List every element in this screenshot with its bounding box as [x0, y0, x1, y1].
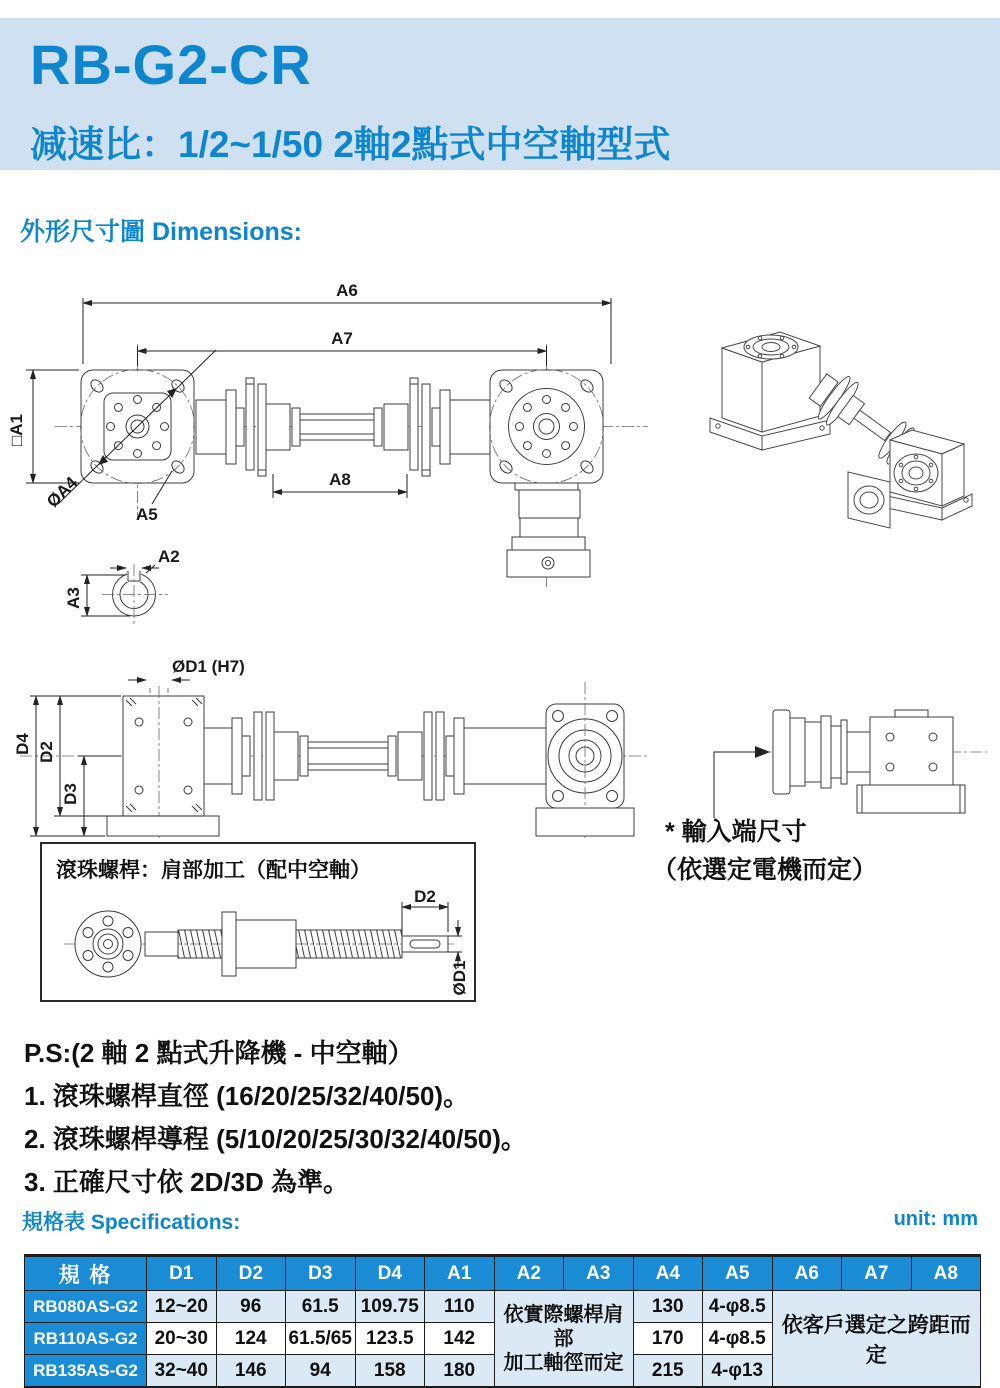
cell-a1: 142: [425, 1323, 495, 1355]
col-header-a8: A8: [911, 1256, 981, 1291]
ps-heading: P.S:(2 軸 2 點式升降機 - 中空軸）: [24, 1038, 414, 1068]
dim-label-a7: A7: [331, 329, 353, 348]
col-header-a6: A6: [772, 1256, 842, 1291]
ballscrew-box-title: 滾珠螺桿：肩部加工（配中空軸）: [56, 859, 371, 882]
dim-label-a3: A3: [64, 587, 83, 609]
ballscrew-box: [40, 842, 476, 1002]
dim-label-a4: ØA4: [43, 473, 82, 512]
model-cell: RB110AS-G2: [25, 1323, 147, 1355]
page-subtitle: 减速比：1/2~1/50 2軸2點式中空軸型式: [30, 124, 671, 165]
table-row: [25, 1291, 981, 1323]
col-header-d2: D2: [216, 1256, 286, 1291]
dim-label-a2: A2: [158, 547, 180, 566]
cell-a1: 180: [425, 1355, 495, 1388]
isometric-3d-render: [680, 290, 990, 535]
cell-d2: 96: [216, 1291, 286, 1323]
spec-table: [24, 1254, 981, 1388]
col-header-d1: D1: [147, 1256, 217, 1291]
cell-a5: 4-φ8.5: [703, 1291, 773, 1323]
cell-a1: 110: [425, 1291, 495, 1323]
input-dimension-note-line2: （依選定電機而定）: [652, 856, 878, 884]
spec-header-row: [25, 1256, 981, 1291]
ps-item-3: 3. 正確尺寸依 2D/3D 為準。: [24, 1167, 350, 1197]
merged-a2a3-line1: 依實際螺桿肩部: [503, 1303, 624, 1350]
dim-label-a5: A5: [136, 505, 158, 524]
col-header-a4: A4: [633, 1256, 703, 1291]
col-header-a2: A2: [494, 1256, 564, 1291]
spec-section-label: 規格表 Specifications:: [22, 1211, 241, 1234]
merged-a2a3-line2: 加工軸徑而定: [503, 1351, 624, 1374]
merged-cell-a2-a3: [494, 1291, 633, 1388]
model-cell: RB080AS-G2: [25, 1291, 147, 1323]
ballscrew-drawing: [50, 887, 469, 996]
col-header-d3: D3: [286, 1256, 356, 1291]
col-header-a5: A5: [703, 1256, 773, 1291]
cell-d2: 124: [216, 1323, 286, 1355]
side-dimension-drawing: [0, 648, 670, 843]
col-header-a7: A7: [842, 1256, 912, 1291]
cell-a5: 4-φ8.5: [703, 1323, 773, 1355]
cell-d1: 20~30: [147, 1323, 217, 1355]
col-header-a3: A3: [564, 1256, 634, 1291]
model-cell: RB135AS-G2: [25, 1355, 147, 1388]
dim-label-a8: A8: [329, 470, 351, 489]
dimensions-section-label: 外形尺寸圖 Dimensions:: [20, 218, 302, 246]
col-header-model: 規 格: [25, 1256, 147, 1291]
cell-a5: 4-φ13: [703, 1355, 773, 1388]
cell-a4: 130: [633, 1291, 703, 1323]
dim-label-d1h7: ØD1 (H7): [172, 657, 245, 676]
input-dimension-note-line1: * 輸入端尺寸: [665, 818, 807, 846]
cell-d2: 146: [216, 1355, 286, 1388]
dim-label-a1: □A1: [7, 414, 26, 446]
cell-d4: 109.75: [355, 1291, 425, 1323]
cell-d1: 32~40: [147, 1355, 217, 1388]
cell-a4: 215: [633, 1355, 703, 1388]
dim-label-d3: D3: [61, 783, 80, 805]
col-header-d4: D4: [355, 1256, 425, 1291]
ps-notes: [24, 1032, 527, 1204]
merged-cell-a6-a8: 依客戶選定之跨距而定: [772, 1291, 981, 1388]
ps-item-2: 2. 滾珠螺桿導程 (5/10/20/25/30/32/40/50)。: [24, 1124, 527, 1154]
input-end-view: [655, 690, 990, 830]
unit-label: unit: mm: [893, 1208, 978, 1230]
page-title: RB-G2-CR: [30, 33, 312, 96]
cell-d4: 123.5: [355, 1323, 425, 1355]
col-header-a1: A1: [425, 1256, 495, 1291]
cell-a4: 170: [633, 1323, 703, 1355]
dim-label-bs-d2: D2: [414, 887, 436, 906]
dim-label-d4: D4: [13, 733, 32, 755]
ps-item-1: 1. 滾珠螺桿直徑 (16/20/25/32/40/50)。: [24, 1081, 470, 1111]
spec-table-wrap: [24, 1254, 980, 1388]
cell-d3: 61.5/65: [286, 1323, 356, 1355]
cell-d3: 94: [286, 1355, 356, 1388]
cell-d1: 12~20: [147, 1291, 217, 1323]
dim-label-d2: D2: [37, 741, 56, 763]
dim-label-bs-d1: ØD1: [450, 960, 469, 996]
cell-d3: 61.5: [286, 1291, 356, 1323]
dim-label-a6: A6: [336, 281, 358, 300]
main-dimension-drawing: [0, 268, 670, 633]
header-banner: [0, 18, 1000, 170]
cell-d4: 158: [355, 1355, 425, 1388]
